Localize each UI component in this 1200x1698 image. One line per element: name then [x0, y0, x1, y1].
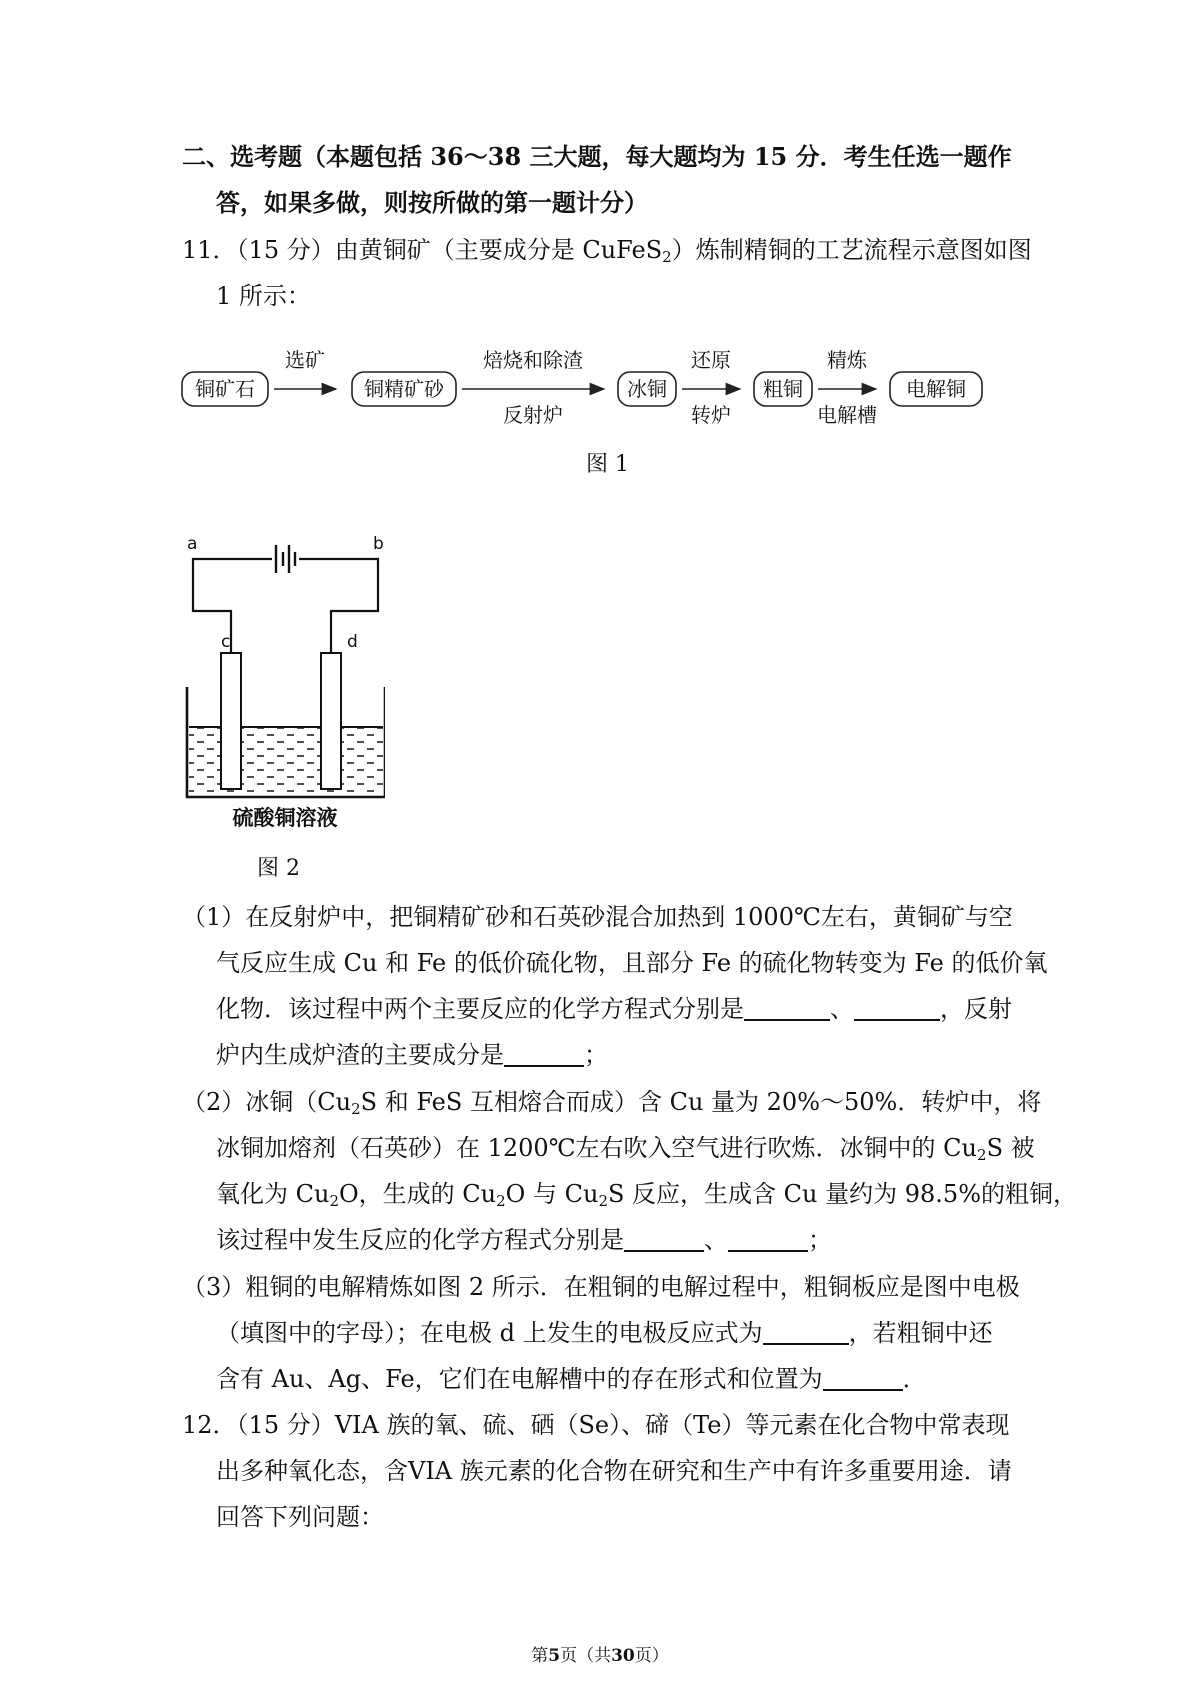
- solution-label: 硫酸铜溶液: [232, 806, 338, 830]
- answer-blank[interactable]: [728, 1226, 808, 1252]
- subscript: 2: [496, 1192, 506, 1210]
- answer-blank[interactable]: [744, 995, 830, 1021]
- subscript: 2: [329, 1192, 339, 1210]
- answer-blank[interactable]: [823, 1365, 903, 1391]
- q12-number: 12．: [182, 1411, 237, 1439]
- q11-part2-line3: [216, 1177, 1077, 1211]
- label-b: b: [373, 535, 384, 554]
- page-footer: [0, 1641, 1200, 1666]
- subscript: 2: [598, 1192, 608, 1210]
- text: 化物．该过程中两个主要反应的化学方程式分别是: [216, 995, 744, 1023]
- q11-part2-line4: [216, 1223, 832, 1257]
- text: （2）冰铜（Cu: [182, 1088, 352, 1116]
- q11-part3-line3: [216, 1362, 927, 1396]
- subscript: 2: [662, 248, 672, 266]
- copper-sulfate-solution: [189, 727, 383, 796]
- answer-blank[interactable]: [854, 995, 940, 1021]
- q11-part1-line2: 气反应生成 Cu 和 Fe 的低价硫化物，且部分 Fe 的硫化物转变为 Fe 的低价氧: [216, 949, 1048, 977]
- q11-line2: 1 所示：: [216, 282, 311, 310]
- q11-part2-line1: [182, 1085, 1041, 1119]
- text: （填图中的字母）；在电极 d 上发生的电极反应式为: [216, 1319, 763, 1347]
- q11-part1-line1: （1）在反射炉中，把铜精矿砂和石英砂混合加热到 1000℃左右，黄铜矿与空: [182, 903, 1013, 931]
- text: 、: [704, 1226, 728, 1254]
- q11-part3-line1: （3）粗铜的电解精炼如图 2 所示．在粗铜的电解过程中，粗铜板应是图中电极: [182, 1273, 1020, 1301]
- q11-text: （15 分）由黄铜矿（主要成分是 CuFeS: [236, 236, 663, 264]
- subscript: 2: [351, 1100, 361, 1118]
- flow-arrow-label: 焙烧和除渣: [483, 348, 583, 372]
- q11-line1: [182, 233, 1032, 267]
- text: ，若粗铜中还: [848, 1319, 993, 1347]
- q11-text: ）炼制精铜的工艺流程示意图如图: [671, 236, 1032, 264]
- text: 氧化为 Cu: [216, 1180, 330, 1208]
- q11-part3-line2: [216, 1316, 993, 1350]
- wire-right: [299, 559, 378, 653]
- electrode-d: [321, 653, 341, 789]
- total-pages: 30: [611, 1646, 635, 1666]
- section-heading-line1: 二、选考题（本题包括 36～38 三大题，每大题均为 15 分．考生任选一题作: [182, 142, 1012, 171]
- text: ；: [584, 1041, 608, 1069]
- q12-line2: 出多种氧化态，含VIA 族元素的化合物在研究和生产中有许多重要用途．请: [216, 1457, 1012, 1485]
- q11-number: 11．: [182, 236, 237, 264]
- q11-part1-line4: [216, 1038, 608, 1072]
- subscript: 2: [977, 1146, 987, 1164]
- flow-arrow-label: 还原: [691, 348, 731, 372]
- text: O 与 Cu: [505, 1180, 599, 1208]
- flow-box-label: 电解铜: [906, 377, 966, 401]
- figure2-caption: 图 2: [257, 856, 300, 881]
- flow-arrow-label: 转炉: [691, 403, 731, 427]
- text: 、: [830, 995, 854, 1023]
- flow-box-label: 铜矿石: [195, 377, 255, 401]
- figure1-caption: 图 1: [586, 452, 629, 477]
- text: S 反应，生成含 Cu 量约为 98.5%的粗铜，: [607, 1180, 1078, 1208]
- label-d: d: [347, 632, 358, 652]
- flow-box-label: 铜精矿砂: [364, 377, 444, 401]
- flow-arrow-label: 精炼: [827, 348, 867, 372]
- electrode-c: [221, 653, 241, 789]
- text: 含有 Au、Ag、Fe，它们在电解槽中的存在形式和位置为: [216, 1365, 823, 1393]
- text: ．: [902, 1365, 927, 1393]
- answer-blank[interactable]: [763, 1319, 849, 1345]
- q11-part2-line2: [216, 1131, 1035, 1165]
- flow-arrow-label: 反射炉: [503, 403, 563, 427]
- flow-box-label: 冰铜: [627, 377, 667, 401]
- text: 冰铜加熔剂（石英砂）在 1200℃左右吹入空气进行吹炼．冰铜中的 Cu: [216, 1134, 978, 1162]
- section-heading-line2: 答，如果多做，则按所做的第一题计分）: [216, 188, 648, 217]
- q11-part1-line3: [216, 992, 1012, 1026]
- label-a: a: [187, 535, 198, 554]
- text: ；: [808, 1226, 832, 1254]
- text: 页）: [634, 1646, 669, 1666]
- q12-line3: 回答下列问题：: [216, 1503, 384, 1531]
- label-c: c: [221, 632, 231, 652]
- wire-left: [193, 559, 272, 653]
- text: ，反射: [940, 995, 1012, 1023]
- text: 该过程中发生反应的化学方程式分别是: [216, 1226, 624, 1254]
- text: 第: [531, 1646, 549, 1666]
- page-number: 5: [548, 1646, 561, 1666]
- text: 页（共: [560, 1646, 612, 1666]
- answer-blank[interactable]: [624, 1226, 704, 1252]
- text: S 被: [986, 1134, 1035, 1162]
- electrolysis-cell-diagram: [185, 535, 385, 835]
- flow-arrow-label: 选矿: [285, 348, 325, 372]
- answer-blank[interactable]: [504, 1041, 584, 1067]
- text: S 和 FeS 互相熔合而成）含 Cu 量为 20%～50%．转炉中，将: [360, 1088, 1042, 1116]
- text: （15 分）VIA 族的氧、硫、硒（Se）、碲（Te）等元素在化合物中常表现: [236, 1411, 1010, 1439]
- flow-arrow-label: 电解槽: [817, 403, 877, 427]
- text: O，生成的 Cu: [339, 1180, 497, 1208]
- process-flow-diagram: [178, 340, 1008, 440]
- flow-box-label: 粗铜: [763, 377, 803, 401]
- q12-line1: [182, 1408, 1009, 1442]
- text: 炉内生成炉渣的主要成分是: [216, 1041, 504, 1069]
